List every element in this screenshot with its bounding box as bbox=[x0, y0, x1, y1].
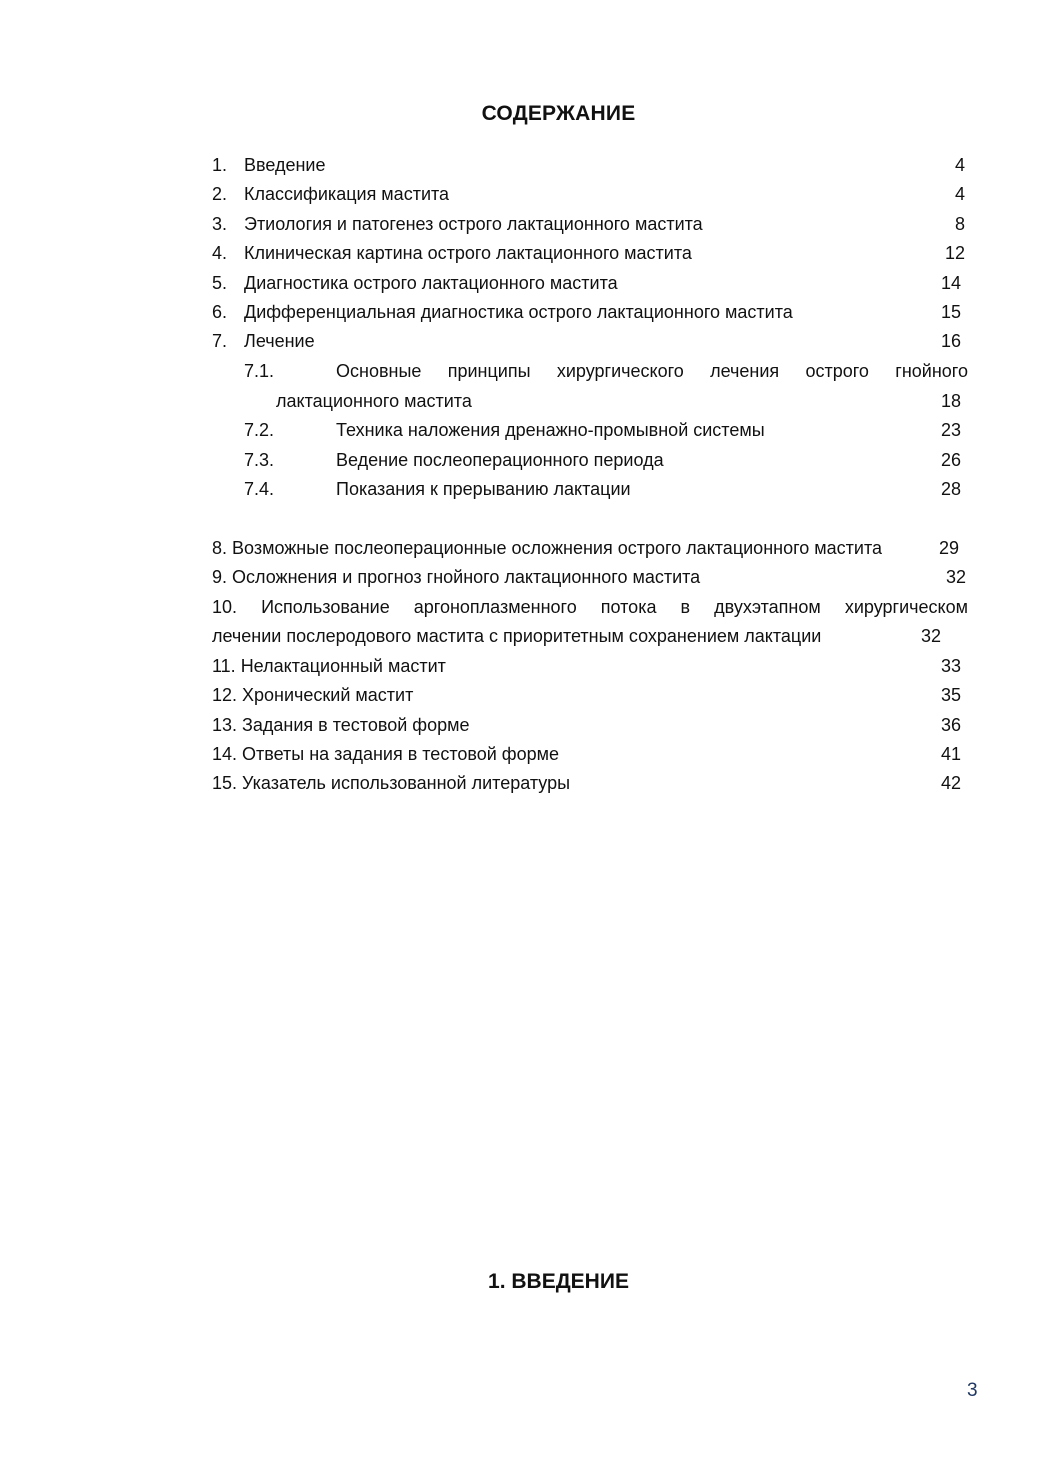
word: в bbox=[680, 597, 691, 617]
toc-entry-index: 4. bbox=[212, 243, 228, 263]
word: аргоноплазменного bbox=[413, 597, 577, 617]
toc-entry-page: 29 bbox=[938, 538, 959, 558]
toc-subentry-label: Ведение послеоперационного периода bbox=[336, 450, 664, 470]
toc-entry-index: 2. bbox=[212, 184, 228, 204]
toc-entry-index: 6. bbox=[212, 302, 228, 322]
toc-entry-page: 33 bbox=[940, 656, 961, 676]
toc-entry-page: 16 bbox=[940, 331, 961, 351]
toc-entry-page: 42 bbox=[940, 773, 961, 793]
word: Основные bbox=[336, 361, 422, 381]
page-number: 3 bbox=[967, 1380, 978, 1401]
word: гнойного bbox=[895, 361, 968, 381]
toc-entry-label: Дифференциальная диагностика острого лактационного мастита bbox=[244, 302, 793, 322]
word: хирургическом bbox=[844, 597, 968, 617]
toc-entry-page: 15 bbox=[940, 302, 961, 322]
toc-entry-page: 36 bbox=[940, 715, 961, 735]
toc-entry-label: 14. Ответы на задания в тестовой форме bbox=[212, 744, 560, 764]
word: Использование bbox=[261, 597, 390, 617]
toc-entry-label: 8. Возможные послеоперационные осложнения острого лактационного мастита bbox=[212, 538, 883, 558]
toc-entry-page: 4 bbox=[954, 184, 965, 204]
toc-subentry-index: 7.4. bbox=[244, 479, 275, 499]
toc-entry-label: 15. Указатель использованной литературы bbox=[212, 773, 571, 793]
toc-subentry-page: 26 bbox=[940, 450, 961, 470]
toc-entry-label: Введение bbox=[244, 155, 326, 175]
toc-subentry-index: 7.1. bbox=[244, 361, 275, 381]
toc-title: СОДЕРЖАНИЕ bbox=[481, 102, 636, 125]
toc-entry-label: 9. Осложнения и прогноз гнойного лактационного мастита bbox=[212, 567, 701, 587]
toc-subentry-label: Техника наложения дренажно-промывной системы bbox=[336, 420, 765, 440]
toc-entry-label: Диагностика острого лактационного мастита bbox=[244, 273, 618, 293]
word: двухэтапном bbox=[714, 597, 821, 617]
toc-entry-page: 14 bbox=[940, 273, 961, 293]
word: принципы bbox=[447, 361, 531, 381]
toc-entry-page: 12 bbox=[944, 243, 965, 263]
toc-subentry-index: 7.3. bbox=[244, 450, 275, 470]
toc-entry-index: 1. bbox=[212, 155, 228, 175]
toc-entry-page: 41 bbox=[940, 744, 961, 764]
toc-entry-label: Лечение bbox=[244, 331, 315, 351]
toc-subentry-page: 28 bbox=[940, 479, 961, 499]
word: потока bbox=[600, 597, 657, 617]
word: 10. bbox=[212, 597, 238, 617]
word: острого bbox=[805, 361, 869, 381]
toc-entry-label: 13. Задания в тестовой форме bbox=[212, 715, 470, 735]
toc-entry-label-line2: лечении послеродового мастита с приоритетным сохранением лактации bbox=[212, 626, 822, 646]
toc-entry-index: 5. bbox=[212, 273, 228, 293]
toc-entry-label-line1 bbox=[212, 596, 968, 618]
toc-entry-label: Клиническая картина острого лактационного мастита bbox=[244, 243, 692, 263]
toc-entry-label: 11. Нелактационный мастит bbox=[212, 656, 446, 676]
toc-entry-label: Классификация мастита bbox=[244, 184, 450, 204]
toc-entry-page: 8 bbox=[954, 214, 965, 234]
toc-subentry-page: 18 bbox=[940, 391, 961, 411]
section-heading: 1. ВВЕДЕНИЕ bbox=[488, 1270, 629, 1293]
toc-entry-page: 4 bbox=[954, 155, 965, 175]
toc-entry-page: 35 bbox=[940, 685, 961, 705]
toc-subentry-label-line2: лактационного мастита bbox=[276, 391, 472, 411]
toc-entry-page: 32 bbox=[945, 567, 966, 587]
toc-entry-label: Этиология и патогенез острого лактационного мастита bbox=[244, 214, 703, 234]
toc-entry-page: 32 bbox=[920, 626, 941, 646]
toc-entry-index: 3. bbox=[212, 214, 228, 234]
word: хирургического bbox=[556, 361, 684, 381]
toc-subentry-index: 7.2. bbox=[244, 420, 275, 440]
toc-subentry-label-line1 bbox=[336, 360, 968, 382]
toc-entry-index: 7. bbox=[212, 331, 228, 351]
toc-subentry-page: 23 bbox=[940, 420, 961, 440]
toc-subentry-label: Показания к прерыванию лактации bbox=[336, 479, 631, 499]
toc-entry-label: 12. Хронический мастит bbox=[212, 685, 414, 705]
word: лечения bbox=[710, 361, 780, 381]
